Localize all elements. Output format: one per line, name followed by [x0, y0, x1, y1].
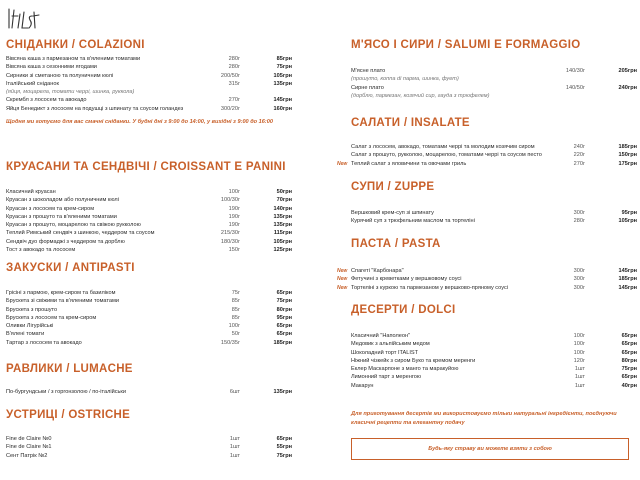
section-title: ДЕСЕРТИ / DOLCI	[351, 304, 456, 316]
menu-items	[337, 267, 637, 292]
menu-item-description	[6, 88, 292, 96]
menu-item	[6, 238, 292, 246]
menu-item	[351, 151, 637, 159]
item-name: Сирники зі сметаною та полуничним кюлі	[6, 72, 114, 79]
item-name: Сендвіч дуо формаджі з чеддером та дорблю	[6, 238, 125, 245]
item-weight: 280г	[573, 218, 585, 225]
takeaway-note-box	[351, 438, 629, 460]
item-name: Салат з прошуто, рукколою, моцарелою, томатами черрі та соусом песто	[351, 152, 542, 159]
item-price: 80грн	[276, 306, 292, 313]
item-name: Ніжний чізкейк з сиром Буко та кремом меренги	[351, 357, 476, 364]
item-price: 140грн	[273, 205, 292, 212]
new-badge: New	[337, 268, 348, 274]
menu-item	[351, 217, 637, 225]
item-name: (прошуто, коппа di парма, шинка, фует)	[351, 76, 459, 83]
item-name: Теплий Римський сендвіч з шинкою, чеддером та соусом	[6, 230, 155, 237]
item-name: Fine de Claire №0	[6, 436, 52, 442]
menu-item	[351, 365, 637, 373]
item-price: 70грн	[276, 197, 292, 204]
item-price: 80грн	[621, 357, 637, 364]
item-weight: 100г	[573, 333, 585, 339]
item-name: Тартар з лососем та авокадо	[6, 339, 82, 346]
menu-item	[6, 246, 292, 254]
item-name: Медовик з альпійським медом	[351, 341, 430, 348]
item-price: 50грн	[276, 189, 292, 195]
item-price: 150грн	[618, 152, 637, 159]
section-title: ЗАКУСКИ / ANTIPASTI	[6, 262, 135, 274]
section-title: ПАСТА / PASTA	[351, 238, 441, 250]
menu-section	[337, 237, 637, 291]
menu-item	[6, 443, 292, 451]
item-name: Тост з авокадо та лососем	[6, 247, 76, 254]
menu-item	[6, 435, 292, 443]
item-price: 65грн	[621, 333, 637, 339]
section-title: САЛАТИ / INSALATE	[351, 117, 470, 129]
menu-item	[6, 297, 292, 305]
item-weight: 300/20г	[220, 105, 240, 112]
menu-section	[6, 261, 292, 346]
item-name: В'ялені томати	[6, 331, 45, 338]
menu-item	[351, 357, 637, 365]
item-name: Тортеліні з куркою та пармезаном у вершково-пряному соусі	[351, 284, 508, 291]
item-price: 65грн	[276, 331, 292, 338]
item-name: Брускета зі свіжими та в'яленими томатами	[6, 298, 119, 305]
menu-item	[351, 332, 637, 340]
menu-items	[337, 143, 637, 168]
item-name: Спагеті "Карбонара"	[351, 268, 404, 274]
menu-item	[6, 330, 292, 338]
item-name: Сент Патрік №2	[6, 452, 48, 459]
item-price: 205грн	[618, 68, 637, 74]
item-price: 55грн	[276, 444, 292, 451]
item-name: Вівсяна каша з сезонними ягодами	[6, 64, 97, 71]
item-name: Лимонний тарт з меренгою	[351, 374, 422, 381]
item-weight: 1шт	[574, 382, 585, 389]
menu-items	[6, 55, 292, 113]
section-title: СНІДАНКИ / COLAZIONI	[6, 39, 145, 51]
menu-item	[337, 275, 637, 283]
item-price: 135грн	[273, 222, 292, 229]
menu-item	[6, 196, 292, 204]
item-price: 145грн	[273, 97, 292, 104]
item-price: 65грн	[621, 341, 637, 348]
menu-item	[351, 84, 637, 92]
item-price: 65грн	[276, 323, 292, 330]
item-weight: 50г	[231, 331, 240, 338]
item-weight: 140/30г	[565, 68, 585, 74]
new-badge: New	[337, 276, 348, 283]
menu-item	[6, 72, 292, 80]
item-price: 95грн	[621, 210, 637, 216]
item-price: 85грн	[276, 56, 292, 62]
menu-item	[6, 322, 292, 330]
item-name: Брускета з прошуто	[6, 306, 58, 313]
item-price: 105грн	[618, 218, 637, 225]
menu-item	[351, 349, 637, 357]
menu-section	[351, 303, 637, 426]
item-name: Класичний "Наполеон"	[351, 333, 411, 339]
item-weight: 190г	[228, 213, 240, 220]
item-weight: 300г	[573, 284, 585, 291]
item-weight: 1шт	[229, 444, 240, 451]
item-name: Круасан з прошуто, моцарелою та свіжою рукколою	[6, 222, 141, 229]
item-price: 115грн	[273, 230, 292, 237]
menu-item	[6, 213, 292, 221]
section-title: КРУАСАНИ ТА СЕНДВІЧІ / CROISSANT E PANINI	[6, 161, 286, 173]
item-weight: 280г	[228, 64, 240, 71]
item-weight: 200/50г	[220, 72, 240, 79]
item-weight: 190г	[228, 205, 240, 212]
item-weight: 1шт	[229, 452, 240, 459]
menu-item	[351, 209, 637, 217]
menu-items	[6, 435, 292, 460]
item-weight: 300г	[573, 210, 585, 216]
item-price: 65грн	[276, 436, 292, 442]
item-name: Скрембл з лососем та авокадо	[6, 97, 87, 104]
menu-section	[6, 408, 292, 459]
item-weight: 6шт	[229, 389, 240, 395]
item-name: Яйця Бенедикт з лососем на подушці з шпинату та соусом голандез	[6, 105, 184, 112]
menu-section	[351, 180, 637, 225]
item-weight: 270г	[228, 97, 240, 104]
item-price: 135грн	[273, 389, 292, 395]
item-price: 95грн	[276, 314, 292, 321]
item-price: 75грн	[276, 298, 292, 305]
menu-item	[351, 373, 637, 381]
item-name: (дорблю, пармезан, козячий сир, гауда з трюфелем)	[351, 92, 490, 99]
section-title: РАВЛИКИ / LUMACHE	[6, 363, 133, 375]
item-name: Вершковий крем-суп зі шпинату	[351, 210, 434, 216]
menu-item	[351, 143, 637, 151]
item-name: По-бургундськи / з горгонзолою / по-італійськи	[6, 389, 126, 395]
menu-items	[6, 388, 292, 396]
item-weight: 140/50г	[565, 84, 585, 91]
item-weight: 240г	[573, 144, 585, 150]
item-name: Вівсяна каша з пармезаном та в'яленими томатами	[6, 56, 141, 62]
item-weight: 1шт	[229, 436, 240, 442]
item-name: Класичний круасан	[6, 189, 56, 195]
menu-item	[6, 205, 292, 213]
item-name: Макарун	[351, 382, 374, 389]
item-weight: 100г	[573, 341, 585, 348]
takeaway-note: Будь-яку страву ви можете взяти з собою	[428, 446, 552, 452]
item-name: Еклер Маскарпоне з манго та маракуйою	[351, 366, 459, 373]
item-weight: 215/30г	[220, 230, 240, 237]
menu-item	[6, 229, 292, 237]
item-price: 65грн	[621, 349, 637, 356]
item-weight: 100/30г	[220, 197, 240, 204]
item-name: (яйця, моцарела, томати черрі, шинка, руккола)	[6, 89, 135, 96]
menu-item	[6, 221, 292, 229]
section-title: УСТРИЦІ / OSTRICHE	[6, 409, 131, 421]
menu-section	[6, 160, 292, 254]
item-name: Теплий салат з яловичини та овочами гриль	[351, 160, 467, 167]
menu-item-description	[351, 92, 637, 100]
menu-section	[337, 116, 637, 167]
item-price: 145грн	[618, 268, 637, 274]
item-price: 75грн	[276, 452, 292, 459]
item-price: 135грн	[273, 213, 292, 220]
item-name: Круасан з прошуто та в'яленими томатами	[6, 213, 117, 220]
item-weight: 190г	[228, 222, 240, 229]
item-weight: 150г	[228, 247, 240, 254]
menu-item	[6, 80, 292, 88]
item-weight: 85г	[231, 298, 240, 305]
item-price: 175грн	[618, 160, 637, 167]
item-price: 185грн	[273, 339, 292, 346]
item-weight: 1шт	[574, 374, 585, 381]
item-weight: 85г	[231, 306, 240, 313]
item-price: 240грн	[618, 84, 637, 91]
item-name: Брускета з лососем та крем-сиром	[6, 314, 97, 321]
item-price: 75грн	[276, 64, 292, 71]
new-badge: New	[337, 284, 348, 291]
item-weight: 315г	[228, 80, 240, 87]
menu-item	[6, 306, 292, 314]
menu-item	[6, 314, 292, 322]
menu-items	[351, 67, 637, 100]
item-name: Сирне плато	[351, 84, 384, 91]
item-price: 65грн	[276, 290, 292, 296]
item-weight: 120г	[573, 357, 585, 364]
item-weight: 180/30г	[220, 238, 240, 245]
menu-items	[6, 188, 292, 254]
item-price: 75грн	[621, 366, 637, 373]
menu-item	[6, 63, 292, 71]
item-weight: 280г	[228, 56, 240, 62]
menu-item	[337, 160, 637, 168]
item-weight: 270г	[573, 160, 585, 167]
item-price: 185грн	[618, 276, 637, 283]
item-weight: 100г	[228, 323, 240, 330]
item-name: Італійський сніданок	[6, 80, 59, 87]
section-title: М'ЯСО І СИРИ / SALUMI E FORMAGGIO	[351, 39, 581, 51]
item-name: Курячий суп з трюфельним маслом та тортеліні	[351, 218, 475, 225]
section-note: Для приготування десертів ми використовуємо тільки натуральні інгредієнти, поєднуючи класичні рецепти та елегантну подачу	[351, 411, 617, 426]
menu-item	[351, 382, 637, 390]
menu-item	[6, 55, 292, 63]
item-name: Салат з лососем, авокадо, томатами черрі та молодим козячим сиром	[351, 144, 535, 150]
menu-item	[6, 452, 292, 460]
item-name: Круасан з лососем та крем-сиром	[6, 205, 95, 212]
item-price: 160грн	[273, 105, 292, 112]
menu-item	[6, 96, 292, 104]
item-name: Fine de Claire №1	[6, 444, 52, 451]
section-title: СУПИ / ZUPPE	[351, 181, 435, 193]
menu-item	[6, 289, 292, 297]
menu-item	[6, 188, 292, 196]
item-name: Фетучині з креветками у вершковому соусі	[351, 276, 462, 283]
menu-item-description	[351, 75, 637, 83]
item-weight: 300г	[573, 268, 585, 274]
item-name: Грісіні з пармою, крем-сиром та базиліком	[6, 290, 116, 296]
menu-items	[351, 209, 637, 226]
item-weight: 100г	[573, 349, 585, 356]
menu-items	[6, 289, 292, 347]
item-price: 105грн	[273, 238, 292, 245]
item-price: 185грн	[618, 144, 637, 150]
item-price: 105грн	[273, 72, 292, 79]
menu-item	[351, 340, 637, 348]
menu-section	[6, 38, 292, 125]
new-badge: New	[337, 160, 348, 167]
menu-items	[351, 332, 637, 390]
menu-item	[6, 388, 292, 396]
menu-item	[6, 339, 292, 347]
item-name: Шоколадний торт ITALIST	[351, 349, 419, 356]
menu-item	[337, 267, 637, 275]
item-price: 135грн	[273, 80, 292, 87]
item-weight: 300г	[573, 276, 585, 283]
item-name: Круасан з шоколадом або полуничним кюлі	[6, 197, 119, 204]
item-weight: 85г	[231, 314, 240, 321]
item-weight: 1шт	[574, 366, 585, 373]
item-price: 65грн	[621, 374, 637, 381]
menu-item	[351, 67, 637, 75]
menu-item	[6, 105, 292, 113]
item-name: М'ясне плато	[351, 68, 386, 74]
item-price: 40грн	[621, 382, 637, 389]
item-name: Оливки Лігурійські	[6, 323, 54, 330]
italist-logo	[6, 6, 42, 32]
item-weight: 100г	[228, 189, 240, 195]
menu-section	[6, 362, 292, 395]
section-note: Щодня ми готуємо для вас смачні сніданки. У будні дні з 9:00 до 14:00, у вихідні з 9:00 до 16:00	[6, 119, 273, 125]
menu-section	[351, 38, 637, 99]
item-weight: 150/35г	[220, 339, 240, 346]
item-price: 125грн	[273, 247, 292, 254]
item-weight: 220г	[573, 152, 585, 159]
menu-item	[337, 284, 637, 292]
item-weight: 75г	[231, 290, 240, 296]
item-price: 145грн	[618, 284, 637, 291]
